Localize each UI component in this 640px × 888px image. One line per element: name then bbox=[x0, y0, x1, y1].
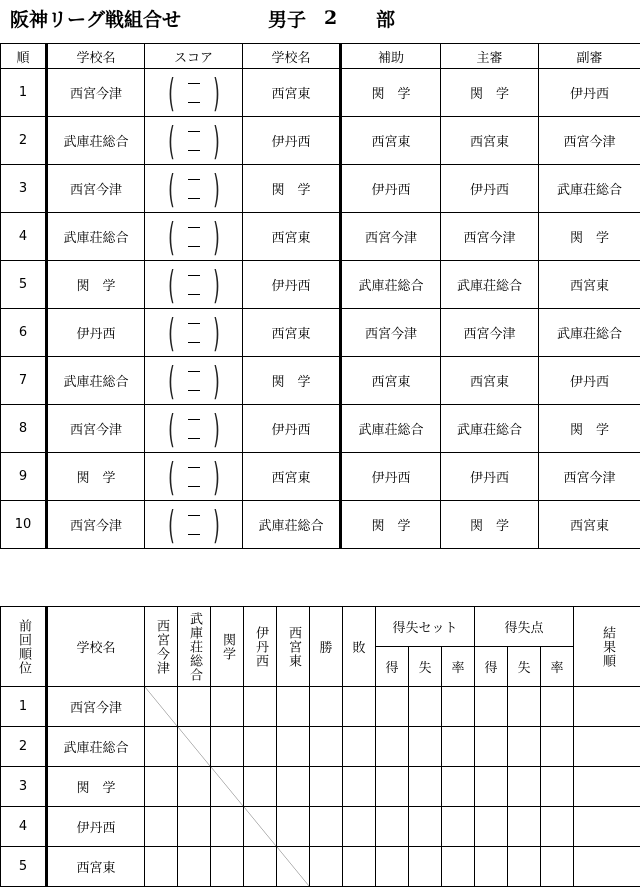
team-2: 西宮東 bbox=[243, 69, 341, 117]
match-number: 6 bbox=[1, 309, 47, 357]
score-cell[interactable] bbox=[145, 261, 243, 309]
table-row bbox=[1, 687, 640, 727]
set-loss-cell[interactable] bbox=[409, 687, 442, 727]
table-row bbox=[1, 69, 640, 117]
losses-cell[interactable] bbox=[343, 687, 376, 727]
header-opp-5: 西宮東 bbox=[277, 607, 310, 687]
result-rank-cell[interactable] bbox=[574, 807, 640, 847]
score-cell[interactable] bbox=[145, 213, 243, 261]
aux-referee: 西宮東 bbox=[341, 117, 441, 165]
score-bracket bbox=[164, 118, 224, 163]
wins-cell[interactable] bbox=[310, 727, 343, 767]
result-rank-cell[interactable] bbox=[574, 767, 640, 807]
wins-cell[interactable] bbox=[310, 847, 343, 887]
diagonal-line bbox=[211, 767, 243, 806]
prev-rank: 5 bbox=[1, 847, 47, 887]
team-2: 西宮東 bbox=[243, 213, 341, 261]
score-blanks bbox=[179, 122, 209, 160]
match-number: 1 bbox=[1, 69, 47, 117]
diagonal-line bbox=[277, 847, 309, 886]
main-referee: 西宮東 bbox=[441, 357, 539, 405]
sub-referee: 武庫荘総合 bbox=[539, 165, 640, 213]
team-2: 西宮東 bbox=[243, 309, 341, 357]
set-rate-cell[interactable] bbox=[442, 847, 475, 887]
point-loss-cell[interactable] bbox=[508, 727, 541, 767]
right-paren: ) bbox=[212, 214, 220, 259]
school-name: 武庫荘総合 bbox=[47, 727, 145, 767]
score-cell[interactable] bbox=[145, 501, 243, 549]
header-school-1: 学校名 bbox=[47, 44, 145, 69]
right-paren: ) bbox=[212, 358, 220, 403]
table-row bbox=[1, 807, 640, 847]
main-referee: 武庫荘総合 bbox=[441, 261, 539, 309]
sub-referee: 関 学 bbox=[539, 405, 640, 453]
losses-cell[interactable] bbox=[343, 847, 376, 887]
match-number: 10 bbox=[1, 501, 47, 549]
team-2: 武庫荘総合 bbox=[243, 501, 341, 549]
team-1: 西宮今津 bbox=[47, 501, 145, 549]
table-row bbox=[1, 261, 640, 309]
match-result-cell[interactable] bbox=[211, 727, 244, 767]
header-opp-4: 伊丹西 bbox=[244, 607, 277, 687]
match-result-cell[interactable] bbox=[277, 807, 310, 847]
score-cell[interactable] bbox=[145, 453, 243, 501]
main-referee: 武庫荘総合 bbox=[441, 405, 539, 453]
self-match-cell bbox=[211, 767, 244, 807]
wins-cell[interactable] bbox=[310, 807, 343, 847]
schedule-header-row bbox=[1, 44, 640, 69]
diagonal-line bbox=[178, 727, 210, 766]
match-result-cell[interactable] bbox=[244, 687, 277, 727]
title-main: 阪神リーグ戦組合せ bbox=[10, 8, 182, 31]
standings-header-row-1 bbox=[1, 607, 640, 647]
prev-rank: 3 bbox=[1, 767, 47, 807]
point-loss-cell[interactable] bbox=[508, 847, 541, 887]
title-suffix: 部 bbox=[376, 8, 396, 31]
left-paren: ( bbox=[167, 310, 175, 355]
school-name: 西宮今津 bbox=[47, 687, 145, 727]
score-bracket bbox=[164, 454, 224, 499]
table-row bbox=[1, 165, 640, 213]
score-cell[interactable] bbox=[145, 165, 243, 213]
losses-cell[interactable] bbox=[343, 727, 376, 767]
match-result-cell[interactable] bbox=[145, 727, 178, 767]
losses-cell[interactable] bbox=[343, 767, 376, 807]
sub-referee: 伊丹西 bbox=[539, 357, 640, 405]
table-row bbox=[1, 117, 640, 165]
table-row bbox=[1, 213, 640, 261]
point-gain-cell[interactable] bbox=[475, 807, 508, 847]
header-set-rate: 率 bbox=[442, 647, 475, 687]
wins-cell[interactable] bbox=[310, 767, 343, 807]
team-2: 伊丹西 bbox=[243, 405, 341, 453]
match-number: 7 bbox=[1, 357, 47, 405]
score-bracket bbox=[164, 406, 224, 451]
prev-rank: 4 bbox=[1, 807, 47, 847]
team-2: 西宮東 bbox=[243, 453, 341, 501]
set-gain-cell[interactable] bbox=[376, 767, 409, 807]
right-paren: ) bbox=[212, 70, 220, 115]
wins-cell[interactable] bbox=[310, 687, 343, 727]
title-division: 男子 bbox=[268, 8, 307, 31]
match-result-cell[interactable] bbox=[178, 807, 211, 847]
result-rank-cell[interactable] bbox=[574, 687, 640, 727]
score-blanks bbox=[179, 506, 209, 544]
sub-referee: 武庫荘総合 bbox=[539, 309, 640, 357]
set-gain-cell[interactable] bbox=[376, 687, 409, 727]
set-rate-cell[interactable] bbox=[442, 767, 475, 807]
score-blanks bbox=[179, 218, 209, 256]
header-sub-referee: 副審 bbox=[539, 44, 640, 69]
score-blanks bbox=[179, 314, 209, 352]
score-blanks bbox=[179, 170, 209, 208]
self-match-cell bbox=[178, 727, 211, 767]
diagonal-line bbox=[145, 687, 177, 726]
header-point-gain: 得 bbox=[475, 647, 508, 687]
right-paren: ) bbox=[212, 310, 220, 355]
team-2: 伊丹西 bbox=[243, 117, 341, 165]
match-number: 8 bbox=[1, 405, 47, 453]
point-loss-cell[interactable] bbox=[508, 687, 541, 727]
right-paren: ) bbox=[212, 166, 220, 211]
header-point-loss: 失 bbox=[508, 647, 541, 687]
score-blanks bbox=[179, 410, 209, 448]
match-result-cell[interactable] bbox=[277, 727, 310, 767]
aux-referee: 西宮東 bbox=[341, 357, 441, 405]
left-paren: ( bbox=[167, 454, 175, 499]
sub-referee: 西宮東 bbox=[539, 261, 640, 309]
sub-referee: 西宮今津 bbox=[539, 453, 640, 501]
score-cell[interactable] bbox=[145, 357, 243, 405]
score-bracket bbox=[164, 310, 224, 355]
header-result: 結果順 bbox=[574, 607, 640, 687]
table-row bbox=[1, 357, 640, 405]
header-opp-1: 西宮今津 bbox=[145, 607, 178, 687]
match-result-cell[interactable] bbox=[277, 767, 310, 807]
header-prev-rank: 前回順位 bbox=[1, 607, 47, 687]
left-paren: ( bbox=[167, 70, 175, 115]
set-loss-cell[interactable] bbox=[409, 727, 442, 767]
header-set-loss: 失 bbox=[409, 647, 442, 687]
left-paren: ( bbox=[167, 502, 175, 547]
point-rate-cell[interactable] bbox=[541, 687, 574, 727]
aux-referee: 関 学 bbox=[341, 69, 441, 117]
header-school: 学校名 bbox=[47, 607, 145, 687]
sub-referee: 西宮今津 bbox=[539, 117, 640, 165]
point-rate-cell[interactable] bbox=[541, 727, 574, 767]
prev-rank: 2 bbox=[1, 727, 47, 767]
score-bracket bbox=[164, 70, 224, 115]
standings-table bbox=[0, 606, 640, 887]
table-row bbox=[1, 501, 640, 549]
header-opp-2: 武庫荘総合 bbox=[178, 607, 211, 687]
match-result-cell[interactable] bbox=[211, 847, 244, 887]
score-bracket bbox=[164, 214, 224, 259]
team-1: 関 学 bbox=[47, 261, 145, 309]
sub-referee: 関 学 bbox=[539, 213, 640, 261]
right-paren: ) bbox=[212, 262, 220, 307]
set-gain-cell[interactable] bbox=[376, 727, 409, 767]
header-main-referee: 主審 bbox=[441, 44, 539, 69]
match-number: 5 bbox=[1, 261, 47, 309]
losses-cell[interactable] bbox=[343, 807, 376, 847]
diagonal-line bbox=[244, 807, 276, 846]
match-result-cell[interactable] bbox=[211, 807, 244, 847]
left-paren: ( bbox=[167, 166, 175, 211]
school-name: 西宮東 bbox=[47, 847, 145, 887]
team-1: 武庫荘総合 bbox=[47, 213, 145, 261]
main-referee: 関 学 bbox=[441, 501, 539, 549]
point-rate-cell[interactable] bbox=[541, 767, 574, 807]
team-1: 武庫荘総合 bbox=[47, 357, 145, 405]
team-1: 西宮今津 bbox=[47, 69, 145, 117]
school-name: 伊丹西 bbox=[47, 807, 145, 847]
set-loss-cell[interactable] bbox=[409, 767, 442, 807]
match-result-cell[interactable] bbox=[178, 767, 211, 807]
header-point-rate: 率 bbox=[541, 647, 574, 687]
match-result-cell[interactable] bbox=[244, 767, 277, 807]
title-number: 2 bbox=[324, 7, 338, 29]
main-referee: 西宮今津 bbox=[441, 213, 539, 261]
left-paren: ( bbox=[167, 214, 175, 259]
set-rate-cell[interactable] bbox=[442, 727, 475, 767]
point-loss-cell[interactable] bbox=[508, 767, 541, 807]
header-school-2: 学校名 bbox=[243, 44, 341, 69]
point-loss-cell[interactable] bbox=[508, 807, 541, 847]
match-result-cell[interactable] bbox=[211, 687, 244, 727]
right-paren: ) bbox=[212, 406, 220, 451]
main-referee: 関 学 bbox=[441, 69, 539, 117]
table-row bbox=[1, 847, 640, 887]
score-bracket bbox=[164, 262, 224, 307]
point-gain-cell[interactable] bbox=[475, 727, 508, 767]
match-result-cell[interactable] bbox=[145, 847, 178, 887]
score-blanks bbox=[179, 266, 209, 304]
main-referee: 西宮東 bbox=[441, 117, 539, 165]
match-number: 2 bbox=[1, 117, 47, 165]
match-result-cell[interactable] bbox=[178, 687, 211, 727]
point-rate-cell[interactable] bbox=[541, 847, 574, 887]
aux-referee: 関 学 bbox=[341, 501, 441, 549]
header-opp-3: 関学 bbox=[211, 607, 244, 687]
set-loss-cell[interactable] bbox=[409, 847, 442, 887]
sub-referee: 西宮東 bbox=[539, 501, 640, 549]
left-paren: ( bbox=[167, 406, 175, 451]
team-1: 関 学 bbox=[47, 453, 145, 501]
team-2: 関 学 bbox=[243, 165, 341, 213]
header-wins: 勝 bbox=[310, 607, 343, 687]
table-row bbox=[1, 309, 640, 357]
score-cell[interactable] bbox=[145, 405, 243, 453]
aux-referee: 西宮今津 bbox=[341, 213, 441, 261]
score-blanks bbox=[179, 362, 209, 400]
table-row bbox=[1, 405, 640, 453]
header-score: スコア bbox=[145, 44, 243, 69]
table-row bbox=[1, 727, 640, 767]
aux-referee: 伊丹西 bbox=[341, 453, 441, 501]
sub-referee: 伊丹西 bbox=[539, 69, 640, 117]
team-2: 伊丹西 bbox=[243, 261, 341, 309]
score-cell[interactable] bbox=[145, 69, 243, 117]
match-number: 9 bbox=[1, 453, 47, 501]
self-match-cell bbox=[145, 687, 178, 727]
score-blanks bbox=[179, 458, 209, 496]
left-paren: ( bbox=[167, 358, 175, 403]
set-rate-cell[interactable] bbox=[442, 687, 475, 727]
match-number: 4 bbox=[1, 213, 47, 261]
set-loss-cell[interactable] bbox=[409, 807, 442, 847]
result-rank-cell[interactable] bbox=[574, 847, 640, 887]
score-bracket bbox=[164, 166, 224, 211]
main-referee: 伊丹西 bbox=[441, 453, 539, 501]
score-cell[interactable] bbox=[145, 117, 243, 165]
self-match-cell bbox=[244, 807, 277, 847]
team-1: 伊丹西 bbox=[47, 309, 145, 357]
table-row bbox=[1, 453, 640, 501]
self-match-cell bbox=[277, 847, 310, 887]
header-losses: 敗 bbox=[343, 607, 376, 687]
point-gain-cell[interactable] bbox=[475, 767, 508, 807]
team-2: 関 学 bbox=[243, 357, 341, 405]
team-1: 西宮今津 bbox=[47, 405, 145, 453]
result-rank-cell[interactable] bbox=[574, 727, 640, 767]
score-blanks bbox=[179, 74, 209, 112]
left-paren: ( bbox=[167, 262, 175, 307]
schedule-table bbox=[0, 43, 640, 549]
right-paren: ) bbox=[212, 118, 220, 163]
team-1: 西宮今津 bbox=[47, 165, 145, 213]
header-order: 順 bbox=[1, 44, 47, 69]
point-gain-cell[interactable] bbox=[475, 847, 508, 887]
main-referee: 伊丹西 bbox=[441, 165, 539, 213]
header-set-group: 得失セット bbox=[376, 607, 475, 647]
aux-referee: 西宮今津 bbox=[341, 309, 441, 357]
match-number: 3 bbox=[1, 165, 47, 213]
match-result-cell[interactable] bbox=[178, 847, 211, 887]
prev-rank: 1 bbox=[1, 687, 47, 727]
set-gain-cell[interactable] bbox=[376, 807, 409, 847]
right-paren: ) bbox=[212, 502, 220, 547]
point-rate-cell[interactable] bbox=[541, 807, 574, 847]
page-title bbox=[10, 4, 395, 32]
aux-referee: 武庫荘総合 bbox=[341, 261, 441, 309]
left-paren: ( bbox=[167, 118, 175, 163]
match-result-cell[interactable] bbox=[145, 767, 178, 807]
aux-referee: 武庫荘総合 bbox=[341, 405, 441, 453]
table-row bbox=[1, 767, 640, 807]
match-result-cell[interactable] bbox=[244, 847, 277, 887]
set-gain-cell[interactable] bbox=[376, 847, 409, 887]
match-result-cell[interactable] bbox=[244, 727, 277, 767]
match-result-cell[interactable] bbox=[145, 807, 178, 847]
aux-referee: 伊丹西 bbox=[341, 165, 441, 213]
team-1: 武庫荘総合 bbox=[47, 117, 145, 165]
right-paren: ) bbox=[212, 454, 220, 499]
score-bracket bbox=[164, 358, 224, 403]
header-set-gain: 得 bbox=[376, 647, 409, 687]
set-rate-cell[interactable] bbox=[442, 807, 475, 847]
header-point-group: 得失点 bbox=[475, 607, 574, 647]
score-cell[interactable] bbox=[145, 309, 243, 357]
main-referee: 西宮今津 bbox=[441, 309, 539, 357]
school-name: 関 学 bbox=[47, 767, 145, 807]
header-aux: 補助 bbox=[341, 44, 441, 69]
point-gain-cell[interactable] bbox=[475, 687, 508, 727]
score-bracket bbox=[164, 502, 224, 547]
match-result-cell[interactable] bbox=[277, 687, 310, 727]
